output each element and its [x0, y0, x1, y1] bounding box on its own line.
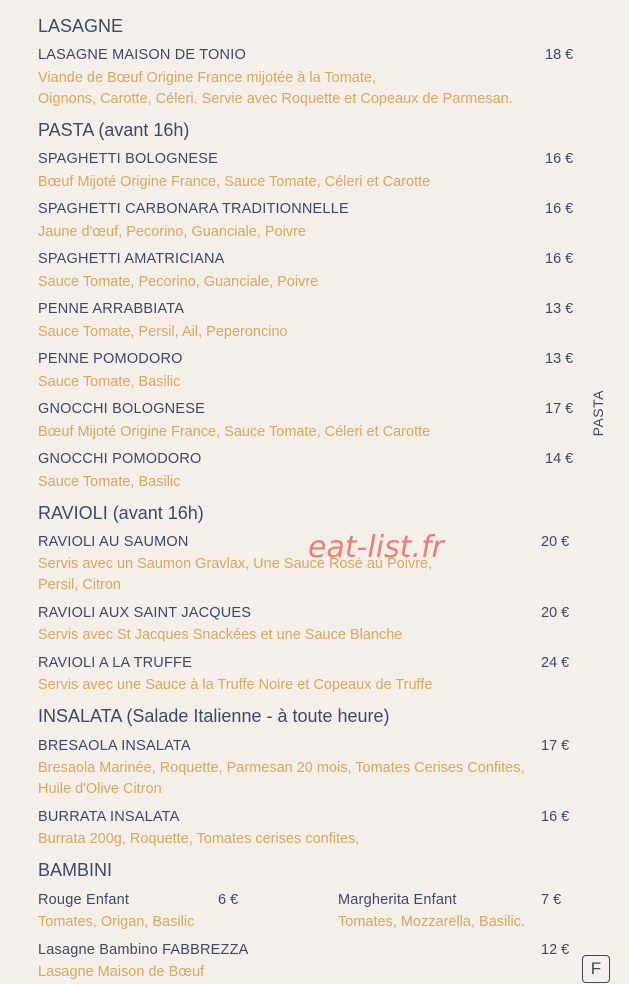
item-price-lasagne-tonio: 18 € [545, 47, 574, 63]
item-price-gnocchi-bolognese: 17 € [545, 401, 574, 417]
item-desc-gnocchi-bolognese: Bœuf Mijoté Origine France, Sauce Tomate, Céleri et Carotte [38, 424, 431, 440]
item-name-penne-pomodoro: PENNE POMODORO [38, 351, 183, 367]
item-desc-ravioli-truffe: Servis avec une Sauce à la Truffe Noire et Copeaux de Truffe [38, 677, 433, 693]
item-name-lasagne-tonio: LASAGNE MAISON DE TONIO [38, 47, 246, 63]
item-desc-penne-arrabbiata: Sauce Tomate, Persil, Ail, Peperoncino [38, 324, 288, 340]
item-desc-spaghetti-amatriciana: Sauce Tomate, Pecorino, Guanciale, Poivre [38, 274, 319, 290]
item-name-spaghetti-bolognese: SPAGHETTI BOLOGNESE [38, 151, 218, 167]
section-title-bambini: BAMBINI [38, 860, 113, 880]
item-name-spaghetti-carbonara: SPAGHETTI CARBONARA TRADITIONNELLE [38, 201, 349, 217]
item-desc-lasagne-tonio-2: Oignons, Carotte, Céleri. Servie avec Roquette et Copeaux de Parmesan. [38, 91, 513, 107]
item-desc-ravioli-st-jacques: Servis avec St Jacques Snackées et une Sauce Blanche [38, 627, 403, 643]
section-title-ravioli: RAVIOLI (avant 16h) [38, 503, 204, 523]
item-name-margherita-enfant: Margherita Enfant [338, 892, 457, 908]
item-price-spaghetti-amatriciana: 16 € [545, 251, 574, 267]
item-desc-lasagne-tonio-1: Viande de Bœuf Origine France mijotée à la Tomate, [38, 70, 376, 86]
item-name-ravioli-st-jacques: RAVIOLI AUX SAINT JACQUES [38, 605, 252, 621]
item-desc-gnocchi-pomodoro: Sauce Tomate, Basilic [38, 474, 181, 490]
item-name-rouge-enfant: Rouge Enfant [38, 892, 130, 908]
item-desc-penne-pomodoro: Sauce Tomate, Basilic [38, 374, 181, 390]
item-name-bresaola: BRESAOLA INSALATA [38, 738, 191, 754]
item-name-ravioli-saumon: RAVIOLI AU SAUMON [38, 534, 189, 550]
item-price-penne-arrabbiata: 13 € [545, 301, 574, 317]
item-desc-spaghetti-bolognese: Bœuf Mijoté Origine France, Sauce Tomate, Céleri et Carotte [38, 174, 431, 190]
item-desc-bresaola-2: Huile d'Olive Citron [38, 781, 162, 797]
item-desc-bresaola-1: Bresaola Marinée, Roquette, Parmesan 20 mois, Tomates Cerises Confites, [38, 760, 525, 776]
item-desc-burrata: Burrata 200g, Roquette, Tomates cerises confites, [38, 831, 360, 847]
item-name-burrata: BURRATA INSALATA [38, 809, 180, 825]
item-name-spaghetti-amatriciana: SPAGHETTI AMATRICIANA [38, 251, 225, 267]
item-name-penne-arrabbiata: PENNE ARRABBIATA [38, 301, 185, 317]
item-price-ravioli-truffe: 24 € [541, 655, 570, 671]
item-desc-lasagne-bambino: Lasagne Maison de Bœuf [38, 964, 205, 980]
item-desc-margherita-enfant: Tomates, Mozzarella, Basilic. [338, 914, 525, 930]
section-title-insalata: INSALATA (Salade Italienne - à toute heure) [38, 706, 390, 726]
item-price-margherita-enfant: 7 € [541, 892, 562, 908]
item-price-gnocchi-pomodoro: 14 € [545, 451, 574, 467]
item-name-lasagne-bambino: Lasagne Bambino FABBREZZA [38, 942, 249, 958]
item-price-rouge-enfant: 6 € [218, 892, 239, 908]
item-price-lasagne-bambino: 12 € [541, 942, 570, 958]
item-desc-rouge-enfant: Tomates, Origan, Basilic [38, 914, 195, 930]
side-label-pasta: PASTA [590, 390, 606, 437]
section-title-lasagne: LASAGNE [38, 16, 124, 36]
item-price-spaghetti-carbonara: 16 € [545, 201, 574, 217]
item-desc-ravioli-saumon-2: Persil, Citron [38, 577, 121, 593]
item-desc-spaghetti-carbonara: Jaune d'œuf, Pecorino, Guanciale, Poivre [38, 224, 306, 240]
item-price-spaghetti-bolognese: 16 € [545, 151, 574, 167]
section-title-pasta: PASTA (avant 16h) [38, 120, 190, 140]
item-name-ravioli-truffe: RAVIOLI A LA TRUFFE [38, 655, 192, 671]
item-price-bresaola: 17 € [541, 738, 570, 754]
item-desc-ravioli-saumon-1: Servis avec un Saumon Gravlax, Une Sauce Rosé au Poivre, [38, 556, 433, 572]
item-name-gnocchi-bolognese: GNOCCHI BOLOGNESE [38, 401, 205, 417]
item-name-gnocchi-pomodoro: GNOCCHI POMODORO [38, 451, 202, 467]
watermark: eat-list.fr [308, 530, 444, 565]
item-price-ravioli-saumon: 20 € [541, 534, 570, 550]
item-price-ravioli-st-jacques: 20 € [541, 605, 570, 621]
logo-icon: F [582, 955, 610, 983]
item-price-burrata: 16 € [541, 809, 570, 825]
item-price-penne-pomodoro: 13 € [545, 351, 574, 367]
